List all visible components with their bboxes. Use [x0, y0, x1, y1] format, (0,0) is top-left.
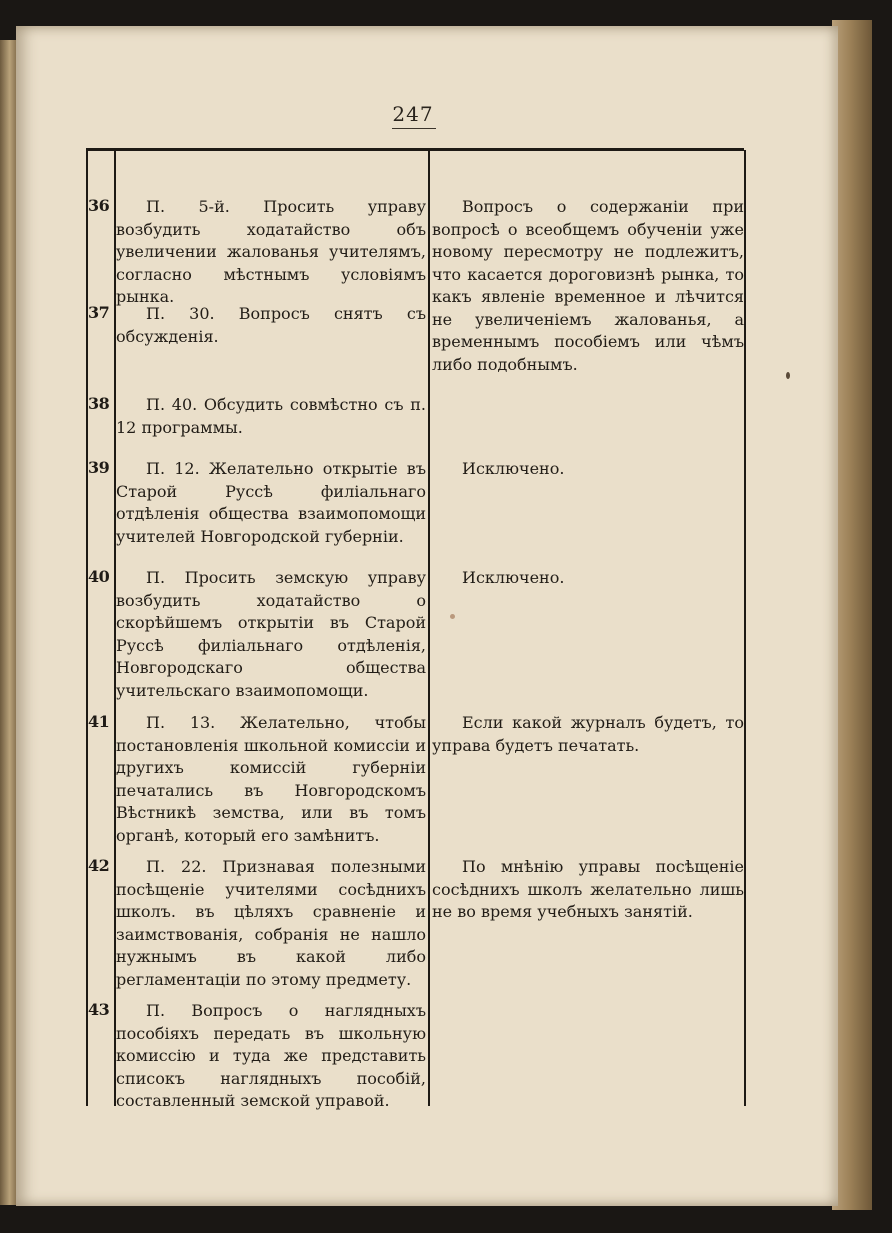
row-number: 41 [88, 712, 110, 731]
resolution-text: П. 30. Вопросъ снятъ съ обсужденiя. [116, 304, 426, 346]
ink-smudge [786, 372, 790, 379]
administration-response: По мнѣнiю управы посѣщенiе сосѣднихъ школъ желательно лишь не во время учебныхъ занятiй. [432, 857, 744, 921]
table-top-rule [86, 148, 744, 151]
resolution-text: П. 12. Желательно открытiе въ Старой Руссѣ филiальнаго отдѣленiя общества взаимопомощи учителей Новгородской губернiи. [116, 459, 426, 546]
table-right-rule [744, 150, 746, 1106]
resolution-text: П. 5-й. Просить управу возбудить ходатайство объ увеличении жалованья учителямъ, согласно мѣстнымъ условiямъ рынка. [116, 197, 426, 306]
administration-response: Если какой журналъ будетъ, то управа будетъ печатать. [432, 713, 744, 755]
resolution-text: П. 22. Признавая полезными посѣщенiе учителями сосѣднихъ школъ. въ цѣляхъ сравненiе и заимствованiя, собранiя не нашло нужнымъ въ какой либо регламентацiи по этому предмету. [116, 857, 426, 989]
page-number: 247 [392, 102, 434, 126]
left-page-edge [0, 40, 16, 1205]
row-number: 36 [88, 196, 110, 215]
administration-response: Вопросъ о содержанiи при вопросѣ о всеобщемъ обученiи уже новому пересмотру не подлежитъ, что касается дороговизнѣ рынка, то какъ явленiе временное и лѣчится не увеличенiемъ жалованья, а временнымъ пособiемъ или чѣмъ либо подобнымъ. [432, 197, 744, 374]
page-number-underline [392, 128, 436, 129]
resolution-text: П. 40. Обсудить совмѣстно съ п. 12 программы. [116, 395, 426, 437]
administration-response: Исключено. [462, 459, 565, 478]
row-number: 38 [88, 394, 110, 413]
row-number: 37 [88, 303, 110, 322]
administration-response: Исключено. [462, 568, 565, 587]
resolution-text: П. 13. Желательно, чтобы постановленiя школьной комиссiи и другихъ комиссiй губернiи печатались въ Новгородскомъ Вѣстникѣ земства, или въ томъ органѣ, который его замѣнитъ. [116, 713, 426, 845]
resolution-text: П. Вопросъ о наглядныхъ пособiяхъ передать въ школьную комиссiю и туда же представить списокъ наглядныхъ пособiй, составленный земской управой. [116, 1001, 426, 1110]
row-number: 39 [88, 458, 110, 477]
row-number: 42 [88, 856, 110, 875]
row-number: 43 [88, 1000, 110, 1019]
resolution-text: П. Просить земскую управу возбудить ходатайство о скорѣйшемъ открытiи въ Старой Руссѣ филiальнаго отдѣленiя, Новгородскаго общества учительскаго взаимопомощи. [116, 568, 426, 700]
ink-smudge [450, 614, 455, 619]
row-number: 40 [88, 567, 110, 586]
table-column-divider [428, 150, 430, 1106]
table-left-rule [86, 150, 88, 1106]
page-stack-edge [832, 20, 872, 1210]
